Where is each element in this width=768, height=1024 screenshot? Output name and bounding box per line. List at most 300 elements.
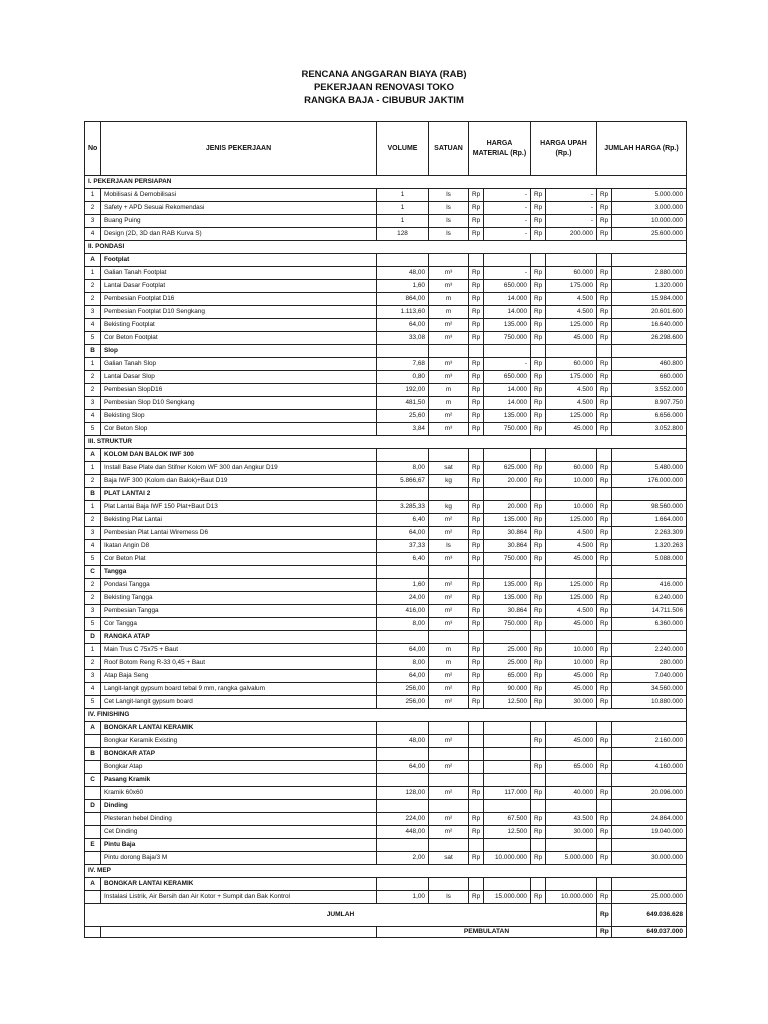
upah-price: 45.000 <box>546 683 597 696</box>
item-volume: 6,40 <box>377 553 429 566</box>
item-no <box>85 852 101 865</box>
jumlah-price: 5.088.000 <box>612 553 687 566</box>
material-currency: Rp <box>469 319 484 332</box>
item-satuan: m³ <box>429 358 469 371</box>
item-volume: 48,00 <box>377 735 429 748</box>
item-name: Lantai Dasar Footplat <box>101 280 377 293</box>
material-currency: Rp <box>469 462 484 475</box>
material-price: 135.000 <box>484 592 531 605</box>
empty-cell <box>484 839 531 852</box>
subsection-row <box>85 839 687 852</box>
item-satuan: m³ <box>429 267 469 280</box>
material-currency: Rp <box>469 215 484 228</box>
item-no: 2 <box>85 657 101 670</box>
table-row <box>85 501 687 514</box>
item-name: Bekisting Tangga <box>101 592 377 605</box>
item-volume: 128,00 <box>377 787 429 800</box>
jumlah-currency: Rp <box>597 189 612 202</box>
empty-cell <box>612 631 687 644</box>
empty-cell <box>531 566 546 579</box>
upah-price: - <box>546 215 597 228</box>
subsection-letter: A <box>85 878 101 891</box>
material-currency: Rp <box>469 527 484 540</box>
col-header-jenis: JENIS PEKERJAAN <box>101 122 377 176</box>
upah-price: 60.000 <box>546 462 597 475</box>
empty-cell <box>612 254 687 267</box>
table-row <box>85 410 687 423</box>
empty-cell <box>546 566 597 579</box>
empty-cell <box>546 449 597 462</box>
section-title: IV. FINISHING <box>85 709 687 722</box>
item-satuan: m² <box>429 410 469 423</box>
material-price: 10.000.000 <box>484 852 531 865</box>
jumlah-price: 1.664.000 <box>612 514 687 527</box>
item-satuan: m² <box>429 514 469 527</box>
table-row <box>85 475 687 488</box>
material-price: - <box>484 228 531 241</box>
item-no <box>85 891 101 904</box>
material-currency: Rp <box>469 267 484 280</box>
jumlah-currency: Rp <box>597 475 612 488</box>
material-currency: Rp <box>469 592 484 605</box>
item-satuan: m³ <box>429 423 469 436</box>
material-price <box>484 761 531 774</box>
subsection-row <box>85 488 687 501</box>
material-currency: Rp <box>469 397 484 410</box>
item-name: Pembesian SlopD16 <box>101 384 377 397</box>
jumlah-row <box>85 904 687 927</box>
material-price: 20.000 <box>484 501 531 514</box>
empty-cell <box>429 488 469 501</box>
item-satuan: ls <box>429 228 469 241</box>
empty-cell <box>531 449 546 462</box>
jumlah-price: 20.096.000 <box>612 787 687 800</box>
item-no <box>85 735 101 748</box>
jumlah-currency: Rp <box>597 644 612 657</box>
item-name: Pembesian Footplat D10 Sengkang <box>101 306 377 319</box>
item-no: 3 <box>85 306 101 319</box>
upah-currency: Rp <box>531 514 546 527</box>
item-satuan: m² <box>429 826 469 839</box>
material-price: - <box>484 215 531 228</box>
item-name: Langit-langit gypsum board tebal 9 mm, rangka galvalum <box>101 683 377 696</box>
jumlah-price: 6.240.000 <box>612 592 687 605</box>
item-volume: 1,60 <box>377 280 429 293</box>
item-no: 3 <box>85 605 101 618</box>
item-no: 1 <box>85 462 101 475</box>
empty-cell <box>546 878 597 891</box>
table-row <box>85 215 687 228</box>
material-currency: Rp <box>469 501 484 514</box>
jumlah-price: 3.000.000 <box>612 202 687 215</box>
upah-price: 45.000 <box>546 670 597 683</box>
subsection-name: Tangga <box>101 566 377 579</box>
item-satuan: ls <box>429 215 469 228</box>
item-no: 2 <box>85 592 101 605</box>
item-no: 1 <box>85 189 101 202</box>
item-no <box>85 826 101 839</box>
empty-cell <box>531 800 546 813</box>
upah-price: 60.000 <box>546 358 597 371</box>
material-price: 25.000 <box>484 644 531 657</box>
empty-cell <box>531 878 546 891</box>
subsection-row <box>85 800 687 813</box>
empty-cell <box>612 345 687 358</box>
section-row <box>85 241 687 254</box>
jumlah-currency: Rp <box>597 228 612 241</box>
material-currency: Rp <box>469 852 484 865</box>
material-price: 30.864 <box>484 540 531 553</box>
item-satuan: m² <box>429 579 469 592</box>
upah-currency: Rp <box>531 267 546 280</box>
jumlah-currency: Rp <box>597 371 612 384</box>
material-price: 12.500 <box>484 696 531 709</box>
jumlah-currency: Rp <box>597 319 612 332</box>
table-row <box>85 514 687 527</box>
subsection-row <box>85 345 687 358</box>
jumlah-price: 416.000 <box>612 579 687 592</box>
subsection-row <box>85 254 687 267</box>
upah-currency: Rp <box>531 202 546 215</box>
item-satuan: m³ <box>429 371 469 384</box>
item-name: Plesteran hebel Dinding <box>101 813 377 826</box>
upah-currency: Rp <box>531 826 546 839</box>
jumlah-currency: Rp <box>597 215 612 228</box>
table-row <box>85 384 687 397</box>
item-volume: 24,00 <box>377 592 429 605</box>
jumlah-price: 176.000.000 <box>612 475 687 488</box>
item-volume: 8,00 <box>377 462 429 475</box>
col-header-volume: VOLUME <box>377 122 429 176</box>
document-location: RANGKA BAJA - CIBUBUR JAKTIM <box>304 95 464 106</box>
item-name: Ikatan Angin D8 <box>101 540 377 553</box>
jumlah-price: 1.320.000 <box>612 280 687 293</box>
empty-cell <box>484 449 531 462</box>
upah-currency: Rp <box>531 384 546 397</box>
table-row <box>85 826 687 839</box>
material-price <box>484 735 531 748</box>
upah-price: 200.000 <box>546 228 597 241</box>
subsection-row <box>85 748 687 761</box>
upah-price: 4.500 <box>546 605 597 618</box>
empty-cell <box>612 449 687 462</box>
empty-cell <box>546 631 597 644</box>
item-volume: 3,84 <box>377 423 429 436</box>
subsection-letter: B <box>85 488 101 501</box>
subsection-letter: E <box>85 839 101 852</box>
upah-price: 30.000 <box>546 696 597 709</box>
upah-currency: Rp <box>531 644 546 657</box>
upah-currency: Rp <box>531 670 546 683</box>
item-volume: 1 <box>377 215 429 228</box>
col-header-harga-material: HARGA MATERIAL (Rp.) <box>469 122 531 176</box>
upah-currency: Rp <box>531 527 546 540</box>
item-name: Buang Puing <box>101 215 377 228</box>
empty-cell <box>546 488 597 501</box>
item-name: Cet Dinding <box>101 826 377 839</box>
jumlah-value: 649.036.628 <box>612 904 687 927</box>
empty-cell <box>377 488 429 501</box>
item-no <box>85 761 101 774</box>
item-volume: 3.285,33 <box>377 501 429 514</box>
item-name: Baja IWF 300 (Kolom dan Balok)+Baut D19 <box>101 475 377 488</box>
empty-cell <box>429 839 469 852</box>
material-price: 14.000 <box>484 293 531 306</box>
table-row <box>85 358 687 371</box>
item-satuan: m² <box>429 319 469 332</box>
upah-price: 4.500 <box>546 527 597 540</box>
section-row <box>85 709 687 722</box>
item-no: 1 <box>85 267 101 280</box>
item-no: 1 <box>85 358 101 371</box>
jumlah-price: 460.800 <box>612 358 687 371</box>
jumlah-currency: Rp <box>597 332 612 345</box>
empty-cell <box>546 345 597 358</box>
subsection-letter: C <box>85 774 101 787</box>
upah-currency: Rp <box>531 319 546 332</box>
item-no: 4 <box>85 319 101 332</box>
upah-currency: Rp <box>531 410 546 423</box>
item-satuan: m² <box>429 683 469 696</box>
jumlah-price: 24.864.000 <box>612 813 687 826</box>
jumlah-price: 25.000.000 <box>612 891 687 904</box>
empty-cell <box>597 566 612 579</box>
item-satuan: ls <box>429 891 469 904</box>
material-price: 650.000 <box>484 280 531 293</box>
empty-cell <box>597 488 612 501</box>
item-volume: 6,40 <box>377 514 429 527</box>
jumlah-currency: Rp <box>597 579 612 592</box>
rab-table <box>84 121 687 938</box>
material-price: 625.000 <box>484 462 531 475</box>
upah-price: 45.000 <box>546 618 597 631</box>
table-row <box>85 397 687 410</box>
jumlah-price: 3.552.000 <box>612 384 687 397</box>
pembulatan-value: 649.037.000 <box>612 927 687 938</box>
item-no: 5 <box>85 618 101 631</box>
jumlah-price: 3.052.800 <box>612 423 687 436</box>
empty-cell <box>484 748 531 761</box>
item-name: Cor Beton Footplat <box>101 332 377 345</box>
subsection-name: RANGKA ATAP <box>101 631 377 644</box>
item-volume: 8,00 <box>377 657 429 670</box>
upah-price: 4.500 <box>546 306 597 319</box>
upah-currency: Rp <box>531 735 546 748</box>
empty-cell <box>531 774 546 787</box>
material-currency: Rp <box>469 657 484 670</box>
table-row <box>85 202 687 215</box>
subsection-name: KOLOM DAN BALOK IWF 300 <box>101 449 377 462</box>
empty-cell <box>429 722 469 735</box>
jumlah-price: 10.000.000 <box>612 215 687 228</box>
item-name: Pembesian Tangga <box>101 605 377 618</box>
jumlah-currency: Rp <box>597 267 612 280</box>
empty-cell <box>597 774 612 787</box>
item-name: Cor Tangga <box>101 618 377 631</box>
upah-currency: Rp <box>531 332 546 345</box>
item-no: 3 <box>85 527 101 540</box>
jumlah-price: 34.560.000 <box>612 683 687 696</box>
item-name: Bongkar Atap <box>101 761 377 774</box>
upah-price: 125.000 <box>546 410 597 423</box>
empty-cell <box>429 774 469 787</box>
material-currency: Rp <box>469 306 484 319</box>
section-title: III. STRUKTUR <box>85 436 687 449</box>
table-row <box>85 657 687 670</box>
upah-price: 5.000.000 <box>546 852 597 865</box>
upah-price: 10.000 <box>546 501 597 514</box>
jumlah-currency: Rp <box>597 384 612 397</box>
item-name: Cor Beton Slop <box>101 423 377 436</box>
material-price: 750.000 <box>484 618 531 631</box>
subsection-row <box>85 722 687 735</box>
material-price: 117.000 <box>484 787 531 800</box>
item-no: 4 <box>85 410 101 423</box>
material-currency: Rp <box>469 410 484 423</box>
item-volume: 192,00 <box>377 384 429 397</box>
table-row <box>85 189 687 202</box>
upah-currency: Rp <box>531 475 546 488</box>
subsection-row <box>85 449 687 462</box>
jumlah-price: 26.298.600 <box>612 332 687 345</box>
jumlah-currency: Rp <box>597 735 612 748</box>
empty-cell <box>469 800 484 813</box>
jumlah-price: 16.640.000 <box>612 319 687 332</box>
empty-cell <box>612 488 687 501</box>
item-satuan: m² <box>429 761 469 774</box>
empty-cell <box>429 878 469 891</box>
jumlah-price: 2.263.309 <box>612 527 687 540</box>
jumlah-price: 5.000.000 <box>612 189 687 202</box>
material-price: - <box>484 358 531 371</box>
empty-cell <box>531 722 546 735</box>
material-currency: Rp <box>469 280 484 293</box>
material-price: 750.000 <box>484 553 531 566</box>
jumlah-price: 280.000 <box>612 657 687 670</box>
section-title: IV. MEP <box>85 865 687 878</box>
upah-price: 10.000 <box>546 644 597 657</box>
item-satuan: m² <box>429 696 469 709</box>
subsection-name: Footplat <box>101 254 377 267</box>
item-volume: 224,00 <box>377 813 429 826</box>
material-currency: Rp <box>469 644 484 657</box>
item-volume: 5.866,67 <box>377 475 429 488</box>
subsection-name: BONGKAR ATAP <box>101 748 377 761</box>
material-price: 30.864 <box>484 527 531 540</box>
section-title: II. PONDASI <box>85 241 687 254</box>
upah-currency: Rp <box>531 618 546 631</box>
item-name: Instalasi Listrik, Air Bersih dan Air Kotor + Sumpit dan Bak Kontrol <box>101 891 377 904</box>
item-volume: 1 <box>377 202 429 215</box>
item-no: 2 <box>85 514 101 527</box>
upah-currency: Rp <box>531 553 546 566</box>
upah-currency: Rp <box>531 215 546 228</box>
material-currency: Rp <box>469 293 484 306</box>
jumlah-currency: Rp <box>597 293 612 306</box>
section-row <box>85 865 687 878</box>
item-name: Design (2D, 3D dan RAB Kurva S) <box>101 228 377 241</box>
material-currency: Rp <box>469 475 484 488</box>
table-row <box>85 553 687 566</box>
upah-price: 45.000 <box>546 332 597 345</box>
empty-cell <box>597 631 612 644</box>
item-volume: 7,68 <box>377 358 429 371</box>
upah-price: 65.000 <box>546 761 597 774</box>
item-volume: 1 <box>377 189 429 202</box>
item-volume: 37,33 <box>377 540 429 553</box>
table-row <box>85 605 687 618</box>
item-satuan: m <box>429 644 469 657</box>
empty-cell <box>429 800 469 813</box>
empty-cell <box>546 254 597 267</box>
jumlah-currency: Rp <box>597 670 612 683</box>
jumlah-currency: Rp <box>597 397 612 410</box>
jumlah-price: 660.000 <box>612 371 687 384</box>
table-row <box>85 267 687 280</box>
material-currency: Rp <box>469 423 484 436</box>
item-no <box>85 813 101 826</box>
jumlah-price: 7.040.000 <box>612 670 687 683</box>
item-satuan: m² <box>429 527 469 540</box>
material-currency <box>469 761 484 774</box>
item-no: 2 <box>85 475 101 488</box>
upah-price: 30.000 <box>546 826 597 839</box>
empty-cell <box>546 774 597 787</box>
empty-cell <box>612 748 687 761</box>
item-no: 3 <box>85 670 101 683</box>
item-name: Bekisting Slop <box>101 410 377 423</box>
jumlah-currency: Rp <box>597 202 612 215</box>
item-name: Kramik 60x60 <box>101 787 377 800</box>
item-name: Plat Lantai Baja IWF 150 Plat+Baut D13 <box>101 501 377 514</box>
item-satuan: kg <box>429 501 469 514</box>
item-satuan: ls <box>429 202 469 215</box>
empty-cell <box>597 254 612 267</box>
empty-cell <box>429 254 469 267</box>
empty-cell <box>612 800 687 813</box>
subsection-name: PLAT LANTAI 2 <box>101 488 377 501</box>
item-no: 2 <box>85 371 101 384</box>
subsection-name: BONGKAR LANTAI KERAMIK <box>101 878 377 891</box>
empty-cell <box>469 839 484 852</box>
item-no <box>85 787 101 800</box>
empty-cell <box>484 566 531 579</box>
jumlah-currency: Rp <box>597 592 612 605</box>
upah-currency: Rp <box>531 306 546 319</box>
table-row <box>85 683 687 696</box>
material-price: 30.864 <box>484 605 531 618</box>
material-currency: Rp <box>469 189 484 202</box>
material-currency: Rp <box>469 683 484 696</box>
item-volume: 64,00 <box>377 319 429 332</box>
upah-price: 4.500 <box>546 384 597 397</box>
material-price: 15.000.000 <box>484 891 531 904</box>
item-name: Mobilisasi & Demobilisasi <box>101 189 377 202</box>
upah-price: 45.000 <box>546 423 597 436</box>
material-price: 14.000 <box>484 397 531 410</box>
material-currency: Rp <box>469 358 484 371</box>
upah-currency: Rp <box>531 397 546 410</box>
jumlah-currency: Rp <box>597 358 612 371</box>
item-volume: 64,00 <box>377 761 429 774</box>
upah-currency: Rp <box>531 423 546 436</box>
empty-cell <box>612 566 687 579</box>
item-satuan: m <box>429 293 469 306</box>
empty-cell <box>469 254 484 267</box>
upah-currency: Rp <box>531 501 546 514</box>
upah-price: 125.000 <box>546 319 597 332</box>
upah-currency: Rp <box>531 462 546 475</box>
